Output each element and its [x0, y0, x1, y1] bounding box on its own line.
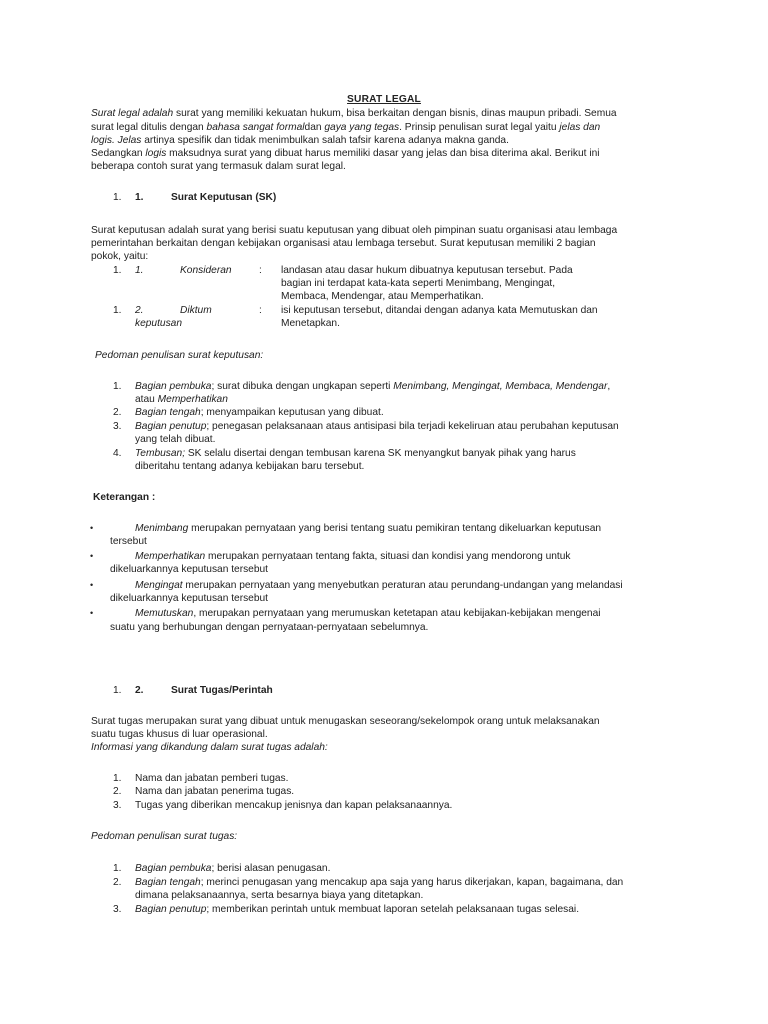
item-text: merupakan pernyataan yang menyebutkan peraturan atau perundang-undangan yang melandasi [182, 580, 623, 591]
note-item-cont: dikeluarkannya keputusan tersebut [110, 593, 269, 604]
list-item-cont: yang telah dibuat. [135, 434, 216, 445]
part-label: Konsideran [180, 265, 232, 276]
item-text: ; surat dibuka dengan ungkapan seperti [211, 381, 394, 392]
subheading: Informasi yang dikandung dalam surat tugas adalah: [91, 742, 328, 753]
item-term: Bagian pembuka [135, 863, 212, 874]
list-number: 1. [113, 265, 122, 276]
list-number: 3. [113, 421, 122, 432]
list-item [135, 903, 579, 916]
intro-line-1 [91, 107, 617, 120]
list-item [135, 380, 610, 393]
subheading: Pedoman penulisan surat tugas: [91, 831, 238, 842]
item-text: ; memberikan perintah untuk membuat laporan setelah pelaksanaan tugas selesai. [206, 904, 580, 915]
item-text: , [607, 381, 611, 392]
bullet-icon: • [90, 523, 94, 533]
bullet-icon: • [90, 608, 94, 618]
intro-term: gaya yang tegas [324, 122, 400, 133]
part-label: Diktum [180, 305, 212, 316]
paragraph-line: Surat keputusan adalah surat yang berisi suatu keputusan yang dibuat oleh pimpinan suatu organisasi atau lembaga [91, 225, 618, 236]
section-number: 1. [135, 192, 144, 203]
list-item: Nama dan jabatan pemberi tugas. [135, 773, 289, 784]
subheading: Keterangan : [93, 492, 156, 503]
intro-line-4 [91, 147, 600, 160]
item-term: Menimbang [135, 523, 189, 534]
item-text: SK selalu disertai dengan tembusan karena SK menyangkut banyak pihak yang harus [185, 448, 576, 459]
item-term: Bagian penutup [135, 904, 207, 915]
list-number: 1. [113, 863, 122, 874]
list-number: 1. [135, 265, 144, 276]
item-term: Memperhatikan [135, 551, 206, 562]
part-text: bagian ini terdapat kata-kata seperti Menimbang, Mengingat, [281, 278, 556, 289]
paragraph-line: pemerintahan berkaitan dengan kebijakan organisasi atau lembaga tersebut. Surat keputusan memiliki 2 bagian [91, 238, 596, 249]
intro-text: surat yang memiliki kekuatan hukum, bisa berkaitan dengan bisnis, dinas maupun pribadi. Semua [173, 108, 617, 119]
item-text: merupakan pernyataan yang berisi tentang suatu pemikiran tentang dikeluarkan keputusan [188, 523, 602, 534]
subheading: Pedoman penulisan surat keputusan: [95, 350, 264, 361]
list-number: 2. [113, 407, 122, 418]
intro-text: Sedangkan [91, 148, 146, 159]
list-item: Tugas yang diberikan mencakup jenisnya dan kapan pelaksanaannya. [135, 800, 453, 811]
item-term: Memutuskan [135, 608, 194, 619]
list-item-cont [135, 393, 228, 406]
intro-text: surat legal ditulis dengan [91, 122, 207, 133]
colon: : [259, 305, 262, 316]
list-item-cont: diberitahu tentang adanya kebijakan baru tersebut. [135, 461, 365, 472]
list-number: 1. [113, 773, 122, 784]
list-number: 1. [113, 381, 122, 392]
item-term: Bagian tengah [135, 407, 201, 418]
intro-line-3 [91, 134, 509, 147]
list-number: 2. [135, 305, 144, 316]
item-term: Mengingat [135, 580, 183, 591]
section-number: 1. [113, 192, 122, 203]
item-term: Bagian pembuka [135, 381, 212, 392]
item-text: atau [135, 394, 158, 405]
intro-term: bahasa sangat formal [206, 122, 305, 133]
part-text: isi keputusan tersebut, ditandai dengan adanya kata Memutuskan dan [281, 305, 598, 316]
bullet-icon: • [90, 580, 94, 590]
section-number: 1. [113, 685, 122, 696]
part-text: landasan atau dasar hukum dibuatnya keputusan tersebut. Pada [281, 265, 573, 276]
note-item [135, 607, 601, 620]
item-term: Bagian tengah [135, 877, 201, 888]
section-number: 2. [135, 685, 144, 696]
intro-text: artinya spesifik dan tidak menimbulkan salah tafsir karena adanya makna ganda. [141, 135, 509, 146]
intro-term: logis [145, 148, 167, 159]
item-text: , merupakan pernyataan yang merumuskan ketetapan atau kebijakan-kebijakan mengenai [193, 608, 601, 619]
item-text: merupakan pernyataan tentang fakta, situasi dan kondisi yang mendorong untuk [205, 551, 571, 562]
intro-line-5: beberapa contoh surat yang termasuk dalam surat legal. [91, 161, 346, 172]
section-heading: Surat Tugas/Perintah [171, 685, 273, 696]
item-text: ; menyampaikan keputusan yang dibuat. [200, 407, 384, 418]
part-text: Membaca, Mendengar, atau Memperhatikan. [281, 291, 484, 302]
item-term: Bagian penutup [135, 421, 207, 432]
intro-line-2 [91, 121, 600, 134]
list-number: 2. [113, 786, 122, 797]
note-item [135, 550, 571, 563]
list-item [135, 447, 576, 460]
list-item [135, 876, 623, 889]
note-item-cont: tersebut [110, 536, 147, 547]
part-label: keputusan [135, 318, 183, 329]
item-text: ; berisi alasan penugasan. [211, 863, 331, 874]
intro-text: . Prinsip penulisan surat legal yaitu [399, 122, 560, 133]
part-text: Menetapkan. [281, 318, 340, 329]
intro-text: dan [304, 122, 325, 133]
list-number: 4. [113, 448, 122, 459]
paragraph-line: pokok, yaitu: [91, 251, 149, 262]
paragraph-line: suatu tugas khusus di luar operasional. [91, 729, 268, 740]
list-number: 3. [113, 904, 122, 915]
list-item [135, 406, 384, 419]
intro-term: logis. Jelas [91, 135, 142, 146]
colon: : [259, 265, 262, 276]
item-text: ; merinci penugasan yang mencakup apa saja yang harus dikerjakan, kapan, bagaimana, dan [200, 877, 624, 888]
note-item [135, 522, 601, 535]
list-number: 2. [113, 877, 122, 888]
page-title: SURAT LEGAL [347, 94, 421, 105]
intro-text: maksudnya surat yang dibuat harus memiliki dasar yang jelas dan bisa diterima akal. Berikut ini [166, 148, 600, 159]
item-term: Memperhatikan [157, 394, 228, 405]
section-heading: Surat Keputusan (SK) [171, 192, 277, 203]
list-item-cont: dimana pelaksanaannya, serta besarnya biaya yang ditetapkan. [135, 890, 424, 901]
item-term: Tembusan; [135, 448, 186, 459]
item-text: ; penegasan pelaksanaan ataus antisipasi bila terjadi kekeliruan atau perubahan keputusan [206, 421, 619, 432]
list-number: 1. [113, 305, 122, 316]
intro-term: jelas dan [559, 122, 601, 133]
note-item-cont: dikeluarkannya keputusan tersebut [110, 564, 269, 575]
paragraph-line: Surat tugas merupakan surat yang dibuat untuk menugaskan seseorang/sekelompok orang untuk melaksanakan [91, 716, 600, 727]
list-item [135, 862, 330, 875]
list-item [135, 420, 619, 433]
bullet-icon: • [90, 551, 94, 561]
list-number: 3. [113, 800, 122, 811]
list-item: Nama dan jabatan penerima tugas. [135, 786, 295, 797]
note-item-cont: suatu yang berhubungan dengan pernyataan-pernyataan sebelumnya. [110, 622, 429, 633]
note-item [135, 579, 623, 592]
item-term: Menimbang, Mengingat, Membaca, Mendengar [393, 381, 608, 392]
intro-term: Surat legal adalah [91, 108, 174, 119]
